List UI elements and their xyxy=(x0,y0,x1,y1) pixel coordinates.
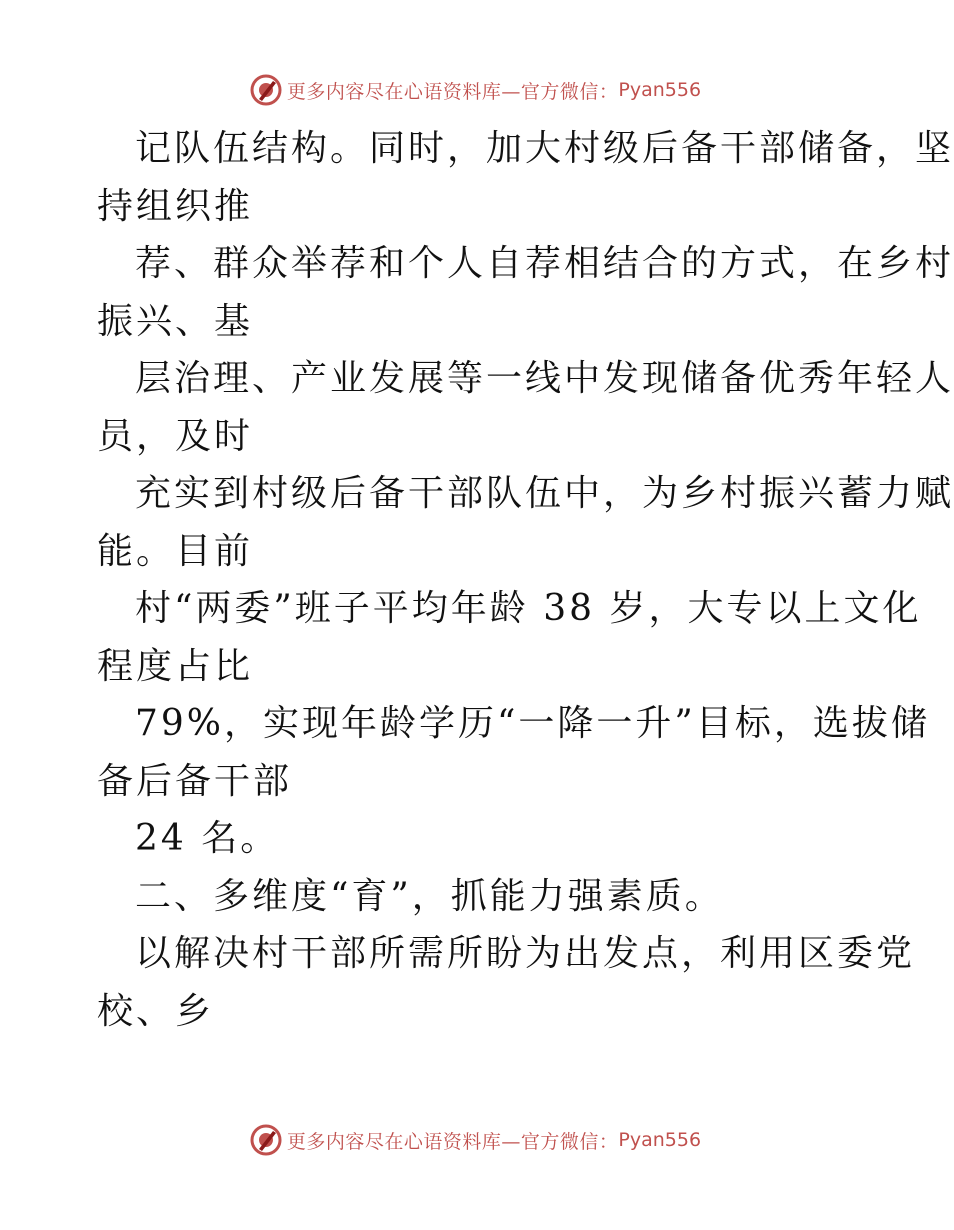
text-line: 以解决村干部所需所盼为出发点，利用区委党 xyxy=(135,933,916,974)
footer-banner-text: 更多内容尽在心语资料库—官方微信： xyxy=(286,1130,619,1153)
text-line: 能。目前 xyxy=(97,530,254,572)
footer-banner xyxy=(0,1120,950,1160)
header-wechat-id: Pyan556 xyxy=(618,79,702,101)
text-line: 记队伍结构。同时，加大村级后备干部储备，坚 xyxy=(135,128,954,169)
text-line: 程度占比 xyxy=(97,645,254,687)
text-line: 层治理、产业发展等一线中发现储备优秀年轻人 xyxy=(135,358,954,399)
text-line: 村“两委”班子平均年龄 38 岁，大专以上文化 xyxy=(135,588,922,629)
text-line: 振兴、基 xyxy=(97,300,254,342)
header-banner-text: 更多内容尽在心语资料库—官方微信： xyxy=(286,80,619,103)
text-line: 持组织推 xyxy=(97,185,254,227)
text-line: 备后备干部 xyxy=(97,760,293,802)
footer-wechat-id: Pyan556 xyxy=(618,1129,702,1151)
text-line: 校、乡 xyxy=(97,990,215,1032)
document-body xyxy=(97,120,954,1040)
section-heading: 二、多维度“育”，抓能力强素质。 xyxy=(135,875,724,917)
header-banner xyxy=(0,70,950,110)
text-line: 充实到村级后备干部队伍中，为乡村振兴蓄力赋 xyxy=(135,473,954,514)
text-line: 员，及时 xyxy=(97,415,254,457)
logo-icon xyxy=(249,73,283,107)
logo-icon xyxy=(249,1123,283,1157)
text-line: 79%，实现年龄学历“一降一升”目标，选拔储 xyxy=(135,703,930,744)
text-line: 荐、群众举荐和个人自荐相结合的方式，在乡村 xyxy=(135,243,954,284)
text-line: 24 名。 xyxy=(135,818,280,859)
